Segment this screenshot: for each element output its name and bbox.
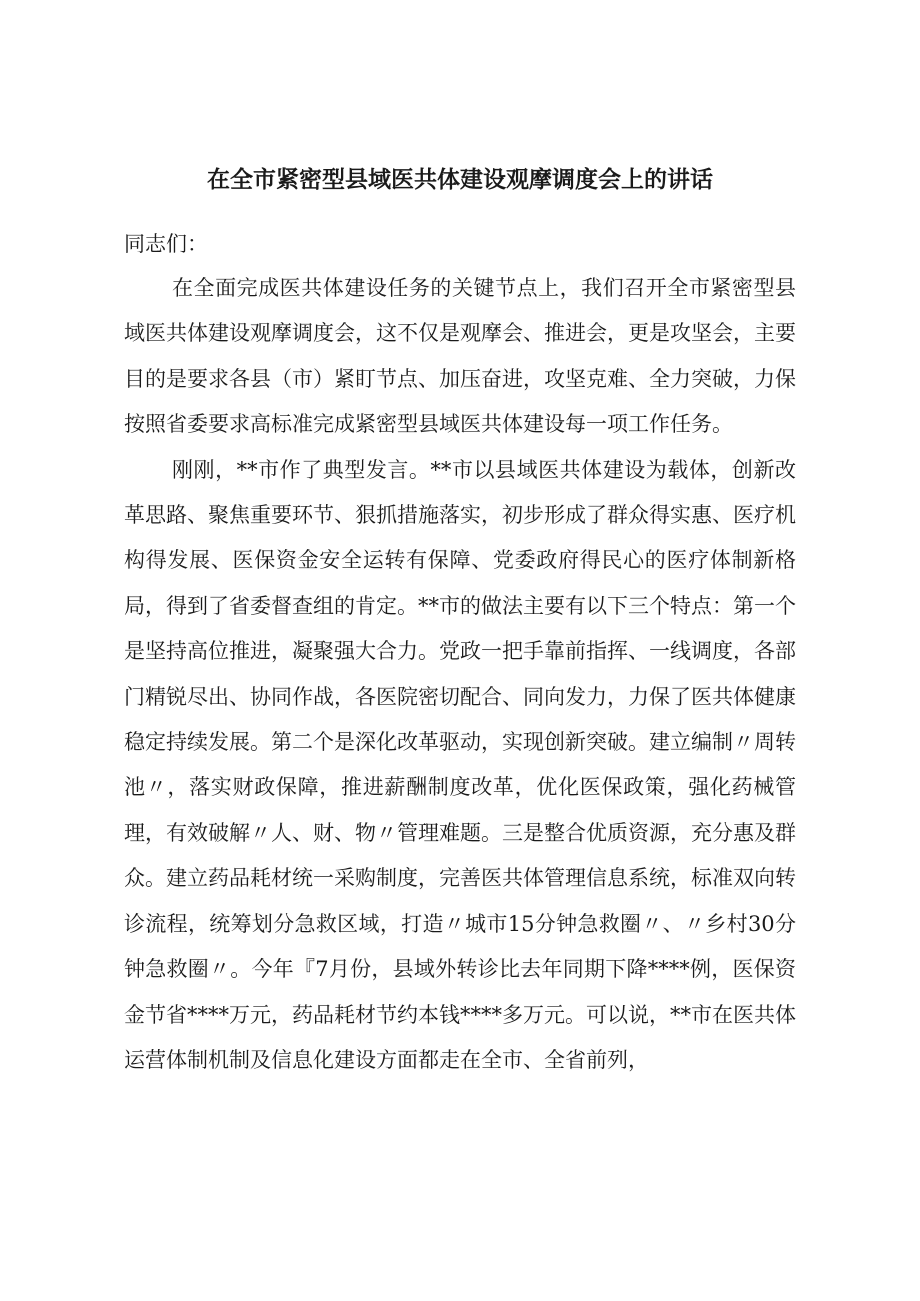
paragraph: 在全面完成医共体建设任务的关键节点上，我们召开全市紧密型县域医共体建设观摩调度会，这不仅是观摩会、推进会，更是攻坚会，主要目的是要求各县（市）紧盯节点、加压奋进，攻坚克难、全力突破，力保按照省委要求高标准完成紧密型县域医共体建设每一项工作任务。 <box>124 276 796 437</box>
salutation: 同志们： <box>124 232 208 256</box>
paragraph: 刚刚，**市作了典型发言。**市以县域医共体建设为载体，创新改革思路、聚焦重要环节、狠抓措施落实，初步形成了群众得实惠、医疗机构得发展、医保资金安全运转有保障、党委政府得民心的医疗体制新格局，得到了省委督查组的肯定。**市的做法主要有以下三个特点：第一个是坚持高位推进，凝聚强大合力。党政一把手靠前指挥、一线调度，各部门精锐尽出、协同作战，各医院密切配合、同向发力，力保了医共体健康稳定持续发展。第二个是深化改革驱动，实现创新突破。建立编制〃周转池〃，落实财政保障，推进薪酬制度改革，优化医保政策，强化药械管理，有效破解〃人、财、物〃管理难题。三是整合优质资源，充分惠及群众。建立药品耗材统一采购制度，完善医共体管理信息系统，标准双向转诊流程，统筹划分急救区域，打造〃城市15分钟急救圈〃、〃乡村30分钟急救圈〃。今年『7月份，县域外转诊比去年同期下降****例，医保资金节省****万元，药品耗材节约本钱****多万元。可以说，**市在医共体运营体制机制及信息化建设方面都走在全市、全省前列， <box>124 457 796 1072</box>
document-body <box>124 266 796 1083</box>
document-title: 在全市紧密型县域医共体建设观摩调度会上的讲话 <box>207 167 713 193</box>
